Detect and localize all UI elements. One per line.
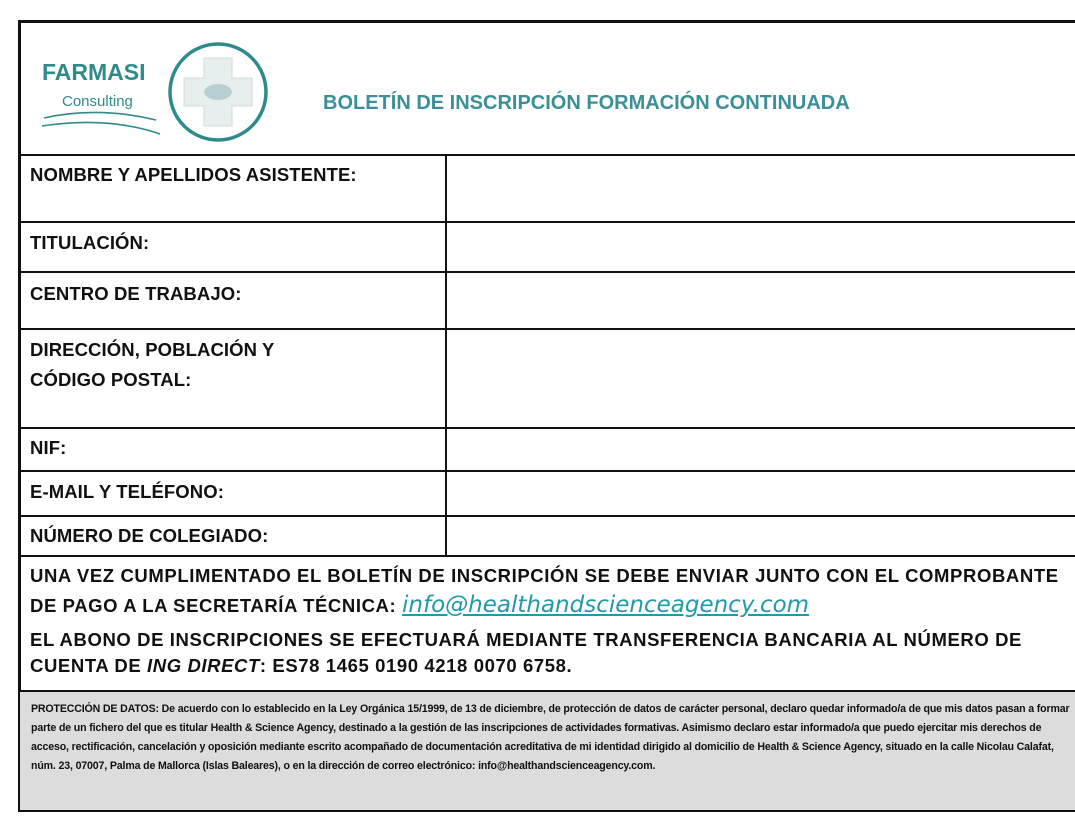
instruction-line-3: EL ABONO DE INSCRIPCIONES SE EFECTUARÁ MEDIANTE TRANSFERENCIA BANCARIA AL NÚMERO DE bbox=[30, 629, 1022, 650]
label-nombre: NOMBRE Y APELLIDOS ASISTENTE: bbox=[30, 164, 357, 185]
cuenta-prefix: CUENTA DE bbox=[30, 655, 142, 676]
label-centro-trabajo: CENTRO DE TRABAJO: bbox=[30, 283, 242, 304]
nif-field[interactable] bbox=[448, 429, 1075, 470]
label-direccion: DIRECCIÓN, POBLACIÓN Y bbox=[30, 339, 275, 360]
logo-sub-text: Consulting bbox=[62, 93, 133, 110]
instruction-line-1: UNA VEZ CUMPLIMENTADO EL BOLETÍN DE INSCRIPCIÓN SE DEBE ENVIAR JUNTO CON EL COMPROBANTE bbox=[30, 565, 1059, 586]
email-telefono-field[interactable] bbox=[448, 472, 1075, 515]
account-number: : ES78 1465 0190 4218 0070 6758. bbox=[259, 655, 573, 676]
data-protection-text bbox=[31, 700, 1073, 776]
centro-trabajo-field[interactable] bbox=[448, 273, 1075, 328]
divider bbox=[18, 555, 1075, 557]
titulacion-field[interactable] bbox=[448, 223, 1075, 271]
column-divider bbox=[445, 155, 447, 556]
label-email-telefono: E-MAIL Y TELÉFONO: bbox=[30, 481, 225, 502]
data-protection-heading: PROTECCIÓN DE DATOS: bbox=[31, 703, 159, 715]
email-link[interactable]: info@healthandscienceagency.com bbox=[402, 592, 810, 618]
colegiado-field[interactable] bbox=[448, 517, 1075, 555]
data-protection-box bbox=[20, 692, 1075, 810]
logo-brand-text: FARMASI bbox=[42, 59, 146, 85]
instruction-secretaria-text: DE PAGO A LA SECRETARÍA TÉCNICA: bbox=[30, 595, 397, 616]
instruction-line-2 bbox=[30, 592, 1075, 618]
direccion-field[interactable] bbox=[448, 330, 1075, 427]
label-codigo-postal: CÓDIGO POSTAL: bbox=[30, 369, 192, 390]
label-nif: NIF: bbox=[30, 437, 67, 458]
page-title: BOLETÍN DE INSCRIPCIÓN FORMACIÓN CONTINUADA bbox=[323, 92, 850, 114]
nombre-field[interactable] bbox=[448, 156, 1075, 221]
bank-name: ING DIRECT bbox=[147, 655, 260, 676]
data-protection-body: De acuerdo con lo establecido en la Ley Orgánica 15/1999, de 13 de diciembre, de protección de datos de carácter personal, declaro quedar informado/a de que mis datos pasan a formar parte de un fichero del que es titular Health & Science Agency, destinado a la gestión de las inscripciones de actividades formativas. Asimismo declaro estar informado/a que puedo ejercitar mis derechos de acceso, rectificación, cancelación y oposición mediante escrito acompañado de documentación acreditativa de mi identidad dirigido al domicilio de Health & Science Agency, situado en la calle Nicolau Calafat, núm. 23, 07007, Palma de Mallorca (Islas Baleares), o en la dirección de correo electrónico: info@healthandscienceagency.com. bbox=[31, 703, 1070, 772]
instruction-line-4 bbox=[30, 655, 1075, 677]
label-colegiado: NÚMERO DE COLEGIADO: bbox=[30, 525, 269, 546]
label-titulacion: TITULACIÓN: bbox=[30, 232, 150, 253]
farmasi-logo bbox=[38, 38, 273, 148]
